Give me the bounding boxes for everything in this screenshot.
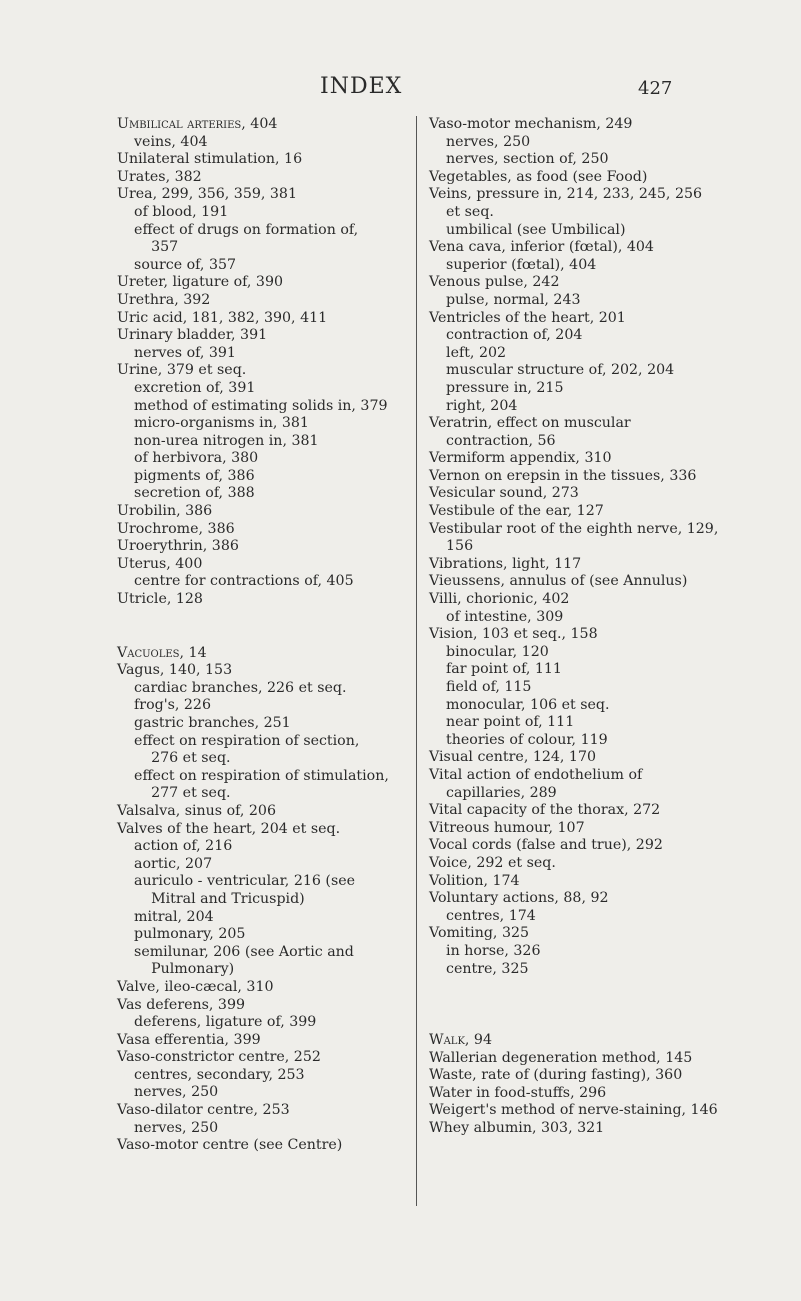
index-entry: Walk, 94 [429,1032,492,1049]
index-subentry: field of, 115 [446,679,532,695]
index-entry: Veins, pressure in, 214, 233, 245, 256 et seq. [429,186,703,220]
index-subentry: centres, secondary, 253 [134,1066,305,1083]
index-column-left [117,116,389,1155]
index-subentry: pulmonary, 205 [134,926,246,943]
section-gap [429,996,719,1014]
index-subentry: semilunar, 206 (see Aortic and Pulmonary) [134,943,354,978]
index-entry: Urinary bladder, 391 [117,327,268,344]
index-subentry: nerves, 250 [134,1084,219,1101]
index-entry: Vas deferens, 399 [117,996,246,1013]
index-entry: Valves of the heart, 204 et seq. [117,820,341,837]
index-entry: Visual centre, 124, 170 [429,749,597,766]
index-entry: Uric acid, 181, 382, 390, 411 [117,309,328,326]
index-subentry: micro-organisms in, 381 [134,415,309,432]
index-subentry: method of estimating solids in, 379 [134,397,388,414]
index-entry: Uroerythrin, 386 [117,538,239,555]
index-entry: Vieussens, annulus of (see Annulus) [429,573,688,590]
index-entry: Valsalva, sinus of, 206 [117,802,276,819]
index-entry: Umbilical arteries, 404 [117,116,278,132]
index-entry: Urates, 382 [117,168,202,185]
index-entry: Valve, ileo-cæcal, 310 [117,978,274,995]
index-entry: Vomiting, 325 [429,925,530,942]
index-subentry: frog's, 226 [134,697,211,714]
index-entry: Vital capacity of the thorax, 272 [429,802,661,819]
index-subentry: centres, 174 [446,907,536,924]
index-entry: Vitreous humour, 107 [429,819,585,836]
index-entry: Vaso-dilator centre, 253 [117,1102,290,1119]
index-entry: Urine, 379 et seq. [117,362,247,379]
index-subentry: muscular structure of, 202, 204 [446,362,675,379]
index-entry: Veratrin, effect on muscular contraction, 56 [429,415,631,449]
index-subentry: mitral, 204 [134,908,214,925]
index-entry: Volition, 174 [429,872,520,889]
index-subentry: centre, 325 [446,960,529,977]
index-entry: Unilateral stimulation, 16 [117,151,303,168]
index-subentry: in horse, 326 [446,942,541,959]
page-number: 427 [638,78,673,99]
index-subentry: near point of, 111 [446,714,575,731]
index-subentry: superior (fœtal), 404 [446,256,597,273]
index-subentry: aortic, 207 [134,855,213,872]
index-column-right [416,116,719,1206]
index-subentry: effect on respiration of stimulation, 277 et seq. [134,767,389,802]
index-entry: Vena cava, inferior (fœtal), 404 [429,239,654,256]
index-subentry: veins, 404 [134,133,208,150]
index-subentry: nerves, 250 [134,1119,219,1136]
index-entry: Voluntary actions, 88, 92 [429,890,609,907]
index-entry: Whey albumin, 303, 321 [429,1120,605,1137]
index-subentry: pigments of, 386 [134,467,255,484]
page-title: INDEX [320,74,403,99]
index-entry: Urea, 299, 356, 359, 381 [117,186,297,203]
index-entry: Vegetables, as food (see Food) [429,168,648,185]
index-subentry: theories of colour, 119 [446,731,608,748]
index-entry: Vasa efferentia, 399 [117,1031,261,1048]
index-subentry: left, 202 [446,344,507,361]
index-subentry: of herbivora, 380 [134,450,259,467]
index-entry: Vermiform appendix, 310 [429,450,612,467]
index-entry: Ureter, ligature of, 390 [117,274,284,291]
index-subentry: action of, 216 [134,838,233,855]
index-subentry: nerves of, 391 [134,344,236,361]
index-entry: Utricle, 128 [117,591,203,608]
index-subentry: of intestine, 309 [446,608,564,625]
index-entry: Vaso-motor centre (see Centre) [117,1137,343,1154]
index-entry: Vagus, 140, 153 [117,662,233,679]
index-entry: Urochrome, 386 [117,520,235,537]
index-entry: Wallerian degeneration method, 145 [429,1049,693,1066]
index-entry: Urethra, 392 [117,291,211,308]
index-subentry: pressure in, 215 [446,379,564,396]
section-gap [429,978,719,996]
index-entry: Vision, 103 et seq., 158 [429,626,598,643]
index-entry: Venous pulse, 242 [429,274,560,291]
index-subentry: binocular, 120 [446,643,549,660]
index-entry: Water in food-stuffs, 296 [429,1084,607,1101]
index-entry: Villi, chorionic, 402 [429,591,570,608]
index-entry: Vesicular sound, 273 [429,485,579,502]
section-gap [117,609,389,627]
index-entry: Uterus, 400 [117,555,203,572]
index-entry: Vacuoles, 14 [117,644,207,661]
index-subentry: excretion of, 391 [134,379,256,396]
index-entry: Vaso-motor mechanism, 249 [429,116,633,132]
index-subentry: effect on respiration of section, 276 et seq. [134,732,360,767]
index-subentry: cardiac branches, 226 et seq. [134,679,347,696]
index-entry: Ventricles of the heart, 201 [429,309,626,326]
index-entry: Vestibular root of the eighth nerve, 129, 156 [429,520,719,555]
index-entry: Vocal cords (false and true), 292 [429,837,663,854]
index-subentry: non-urea nitrogen in, 381 [134,432,319,449]
index-entry: Voice, 292 et seq. [429,854,556,871]
index-subentry: deferens, ligature of, 399 [134,1014,317,1031]
index-subentry: far point of, 111 [446,661,562,678]
index-subentry: source of, 357 [134,256,237,273]
index-entry: Vestibule of the ear, 127 [429,503,604,520]
index-entry: Urobilin, 386 [117,503,213,520]
index-subentry: monocular, 106 et seq. [446,696,610,713]
index-subentry: gastric branches, 251 [134,715,291,731]
index-subentry: umbilical (see Umbilical) [446,221,626,238]
index-subentry: contraction of, 204 [446,327,583,344]
index-subentry: right, 204 [446,397,518,414]
index-entry: Vaso-constrictor centre, 252 [117,1049,321,1066]
index-subentry: auriculo - ventricular, 216 (see Mitral and Tricuspid) [134,873,356,907]
index-subentry: nerves, section of, 250 [446,151,609,168]
page-header [0,74,801,104]
index-entry: Vernon on erepsin in the tissues, 336 [429,467,697,484]
section-gap [429,1014,719,1032]
index-entry: Waste, rate of (during fasting), 360 [429,1067,683,1084]
section-gap [117,627,389,645]
index-subentry: secretion of, 388 [134,485,255,502]
index-subentry: nerves, 250 [446,133,531,150]
index-subentry: centre for contractions of, 405 [134,573,354,590]
index-entry: Vibrations, light, 117 [429,555,582,572]
index-entry: Weigert's method of nerve-staining, 146 [429,1102,718,1119]
index-subentry: effect of drugs on formation of, 357 [134,221,359,256]
index-subentry: of blood, 191 [134,203,229,220]
index-subentry: pulse, normal, 243 [446,291,581,308]
index-entry: Vital action of endothelium of capillaries, 289 [429,766,643,801]
